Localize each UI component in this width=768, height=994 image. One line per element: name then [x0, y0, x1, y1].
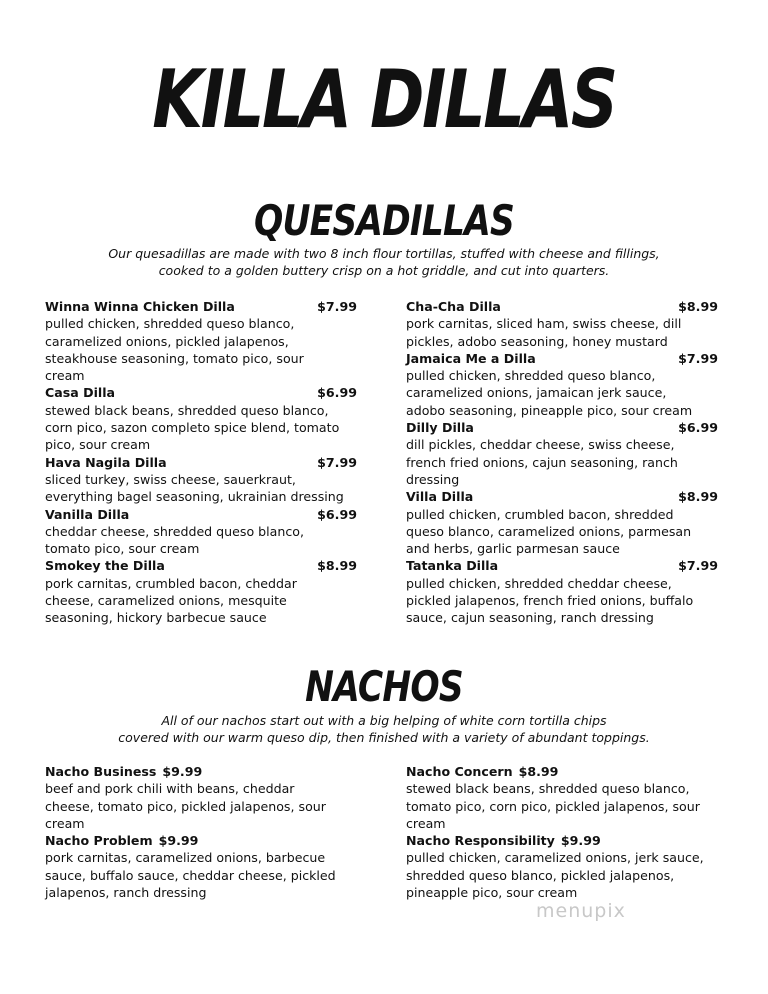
intro-line: cooked to a golden buttery crisp on a hot griddle, and cut into quarters. [158, 263, 610, 278]
menu-item-description: pulled chicken, shredded cheddar cheese, [406, 575, 672, 591]
menu-item-price: $6.99 [317, 506, 357, 522]
menu-item-name: Nacho Business [45, 764, 157, 779]
menu-item-description: pulled chicken, caramelized onions, jerk sauce, [406, 850, 704, 866]
quesadillas-left-column [45, 298, 357, 627]
menu-item-header [406, 763, 718, 780]
menu-item-description: pork carnitas, caramelized onions, barbecue [45, 850, 326, 866]
menu-item-description: french fried onions, cajun seasoning, ranch [406, 454, 678, 470]
menu-item-header [45, 832, 357, 849]
menu-item [406, 763, 718, 832]
menu-item-header [45, 454, 357, 471]
menu-item [45, 384, 357, 453]
menu-item [45, 506, 357, 558]
menu-item-name: Smokey the Dilla [45, 558, 165, 574]
menu-item-name: Vanilla Dilla [45, 506, 130, 522]
menu-item-price: $8.99 [678, 489, 718, 505]
menu-item-header [45, 298, 357, 315]
menu-item-description: tomato pico, sour cream [45, 541, 200, 557]
menu-title: KILLA DILLAS [152, 53, 616, 146]
menu-item-description: stewed black beans, shredded queso blanco, [45, 402, 329, 418]
intro-line: All of our nachos start out with a big helping of white corn tortilla chips [161, 713, 607, 728]
menu-item [406, 832, 718, 901]
menu-item-description: shredded queso blanco, pickled jalapenos, [406, 867, 675, 883]
menu-item-header [406, 488, 718, 505]
menu-item-price: $6.99 [317, 385, 357, 401]
menu-item-description: cream [45, 815, 85, 831]
menu-item-description: sauce, cajun seasoning, ranch dressing [406, 610, 654, 626]
menu-item-description: caramelized onions, jamaican jerk sauce, [406, 385, 667, 401]
menu-item-description: pulled chicken, crumbled bacon, shredded [406, 506, 674, 522]
menu-item-price: $9.99 [560, 833, 601, 849]
intro-line: covered with our warm queso dip, then finished with a variety of abundant toppings. [118, 730, 650, 745]
menu-item-description: caramelized onions, pickled jalapenos, [45, 333, 289, 349]
menu-item-name: Jamaica Me a Dilla [406, 350, 536, 366]
menu-item-header [406, 419, 718, 436]
menu-item-description: pork carnitas, sliced ham, swiss cheese, dill [406, 316, 682, 332]
intro-line: Our quesadillas are made with two 8 inch flour tortillas, stuffed with cheese and fillings, [108, 246, 660, 261]
menu-item-price: $6.99 [678, 420, 718, 436]
menu-item-description: steakhouse seasoning, tomato pico, sour [45, 350, 304, 366]
menu-item-description: corn pico, sazon completo spice blend, tomato [45, 420, 340, 436]
menu-item [406, 488, 718, 557]
menu-item-price: $8.99 [678, 299, 718, 314]
menu-item-name: Hava Nagila Dilla [45, 454, 167, 470]
menu-item-description: and herbs, garlic parmesan sauce [406, 541, 620, 557]
menu-item-description: sauce, buffalo sauce, cheddar cheese, pickled [45, 867, 336, 883]
menu-item-price: $7.99 [317, 454, 357, 470]
menu-item-description: sliced turkey, swiss cheese, sauerkraut, [45, 471, 296, 487]
menu-item-price: $9.99 [158, 833, 199, 849]
nachos-intro [0, 712, 768, 746]
menu-item-description: cheddar cheese, shredded queso blanco, [45, 523, 305, 539]
menu-item-header [45, 384, 357, 401]
menu-item-name: Cha-Cha Dilla [406, 299, 501, 314]
menu-item-description: stewed black beans, shredded queso blanco, [406, 781, 690, 797]
menu-item-name: Villa Dilla [406, 489, 474, 505]
menu-item-name: Nacho Problem [45, 833, 153, 849]
menu-item-description: cheese, tomato pico, pickled jalapenos, sour [45, 798, 326, 814]
menu-item-price: $8.99 [518, 764, 559, 779]
menu-item-description: cream [45, 368, 85, 384]
menu-item-name: Dilly Dilla [406, 420, 474, 436]
menu-item-price: $7.99 [678, 350, 718, 366]
menu-item-description: pulled chicken, shredded queso blanco, [45, 316, 295, 332]
menu-item-description: dill pickles, cheddar cheese, swiss cheese, [406, 437, 675, 453]
menu-item-name: Casa Dilla [45, 385, 116, 401]
menu-item [45, 454, 357, 506]
menu-item-description: cheese, caramelized onions, mesquite [45, 593, 287, 609]
quesadillas-heading: QUESADILLAS [254, 196, 514, 245]
menu-item-price: $9.99 [162, 764, 203, 779]
menu-item-header [45, 557, 357, 574]
menu-item-description: pickles, adobo seasoning, honey mustard [406, 333, 668, 349]
menu-item-description: dressing [406, 471, 460, 487]
menu-item-description: seasoning, hickory barbecue sauce [45, 610, 267, 626]
menu-item [406, 298, 718, 350]
menu-item-description: cream [406, 815, 446, 831]
menu-item [45, 298, 357, 384]
menu-item [406, 419, 718, 488]
menu-item-description: beef and pork chili with beans, cheddar [45, 781, 295, 797]
menu-item [406, 557, 718, 626]
menu-item-header [45, 763, 357, 780]
menu-item-description: jalapenos, ranch dressing [45, 885, 207, 901]
menu-item [406, 350, 718, 419]
quesadillas-intro [0, 245, 768, 279]
menu-item-name: Winna Winna Chicken Dilla [45, 299, 235, 314]
menu-item-description: pineapple pico, sour cream [406, 885, 578, 901]
nachos-heading: NACHOS [305, 662, 463, 711]
menu-item-description: everything bagel seasoning, ukrainian dressing [45, 489, 344, 505]
menu-item-name: Nacho Concern [406, 764, 513, 779]
menu-item-price: $7.99 [317, 299, 357, 314]
menu-item-name: Nacho Responsibility [406, 833, 555, 849]
menu-item-header [406, 557, 718, 574]
menu-item-header [406, 350, 718, 367]
quesadillas-right-column [406, 298, 718, 627]
watermark-logo: menupix [536, 900, 626, 922]
menu-item [45, 557, 357, 626]
menu-item-name: Tatanka Dilla [406, 558, 499, 574]
menu-item [45, 763, 357, 832]
nachos-left-column [45, 763, 357, 901]
menu-item-description: pico, sour cream [45, 437, 151, 453]
nachos-right-column [406, 763, 718, 901]
menu-item [45, 832, 357, 901]
menu-item-price: $7.99 [678, 558, 718, 574]
menu-item-header [45, 506, 357, 523]
menu-item-description: pickled jalapenos, french fried onions, buffalo [406, 593, 694, 609]
menu-item-description: pork carnitas, crumbled bacon, cheddar [45, 575, 297, 591]
menu-item-header [406, 298, 718, 315]
menu-item-description: queso blanco, caramelized onions, parmesan [406, 523, 692, 539]
menu-item-description: pulled chicken, shredded queso blanco, [406, 368, 656, 384]
menu-item-price: $8.99 [317, 558, 357, 574]
menu-item-header [406, 832, 718, 849]
menu-item-description: adobo seasoning, pineapple pico, sour cream [406, 402, 693, 418]
menu-item-description: tomato pico, corn pico, pickled jalapenos, sour [406, 798, 700, 814]
